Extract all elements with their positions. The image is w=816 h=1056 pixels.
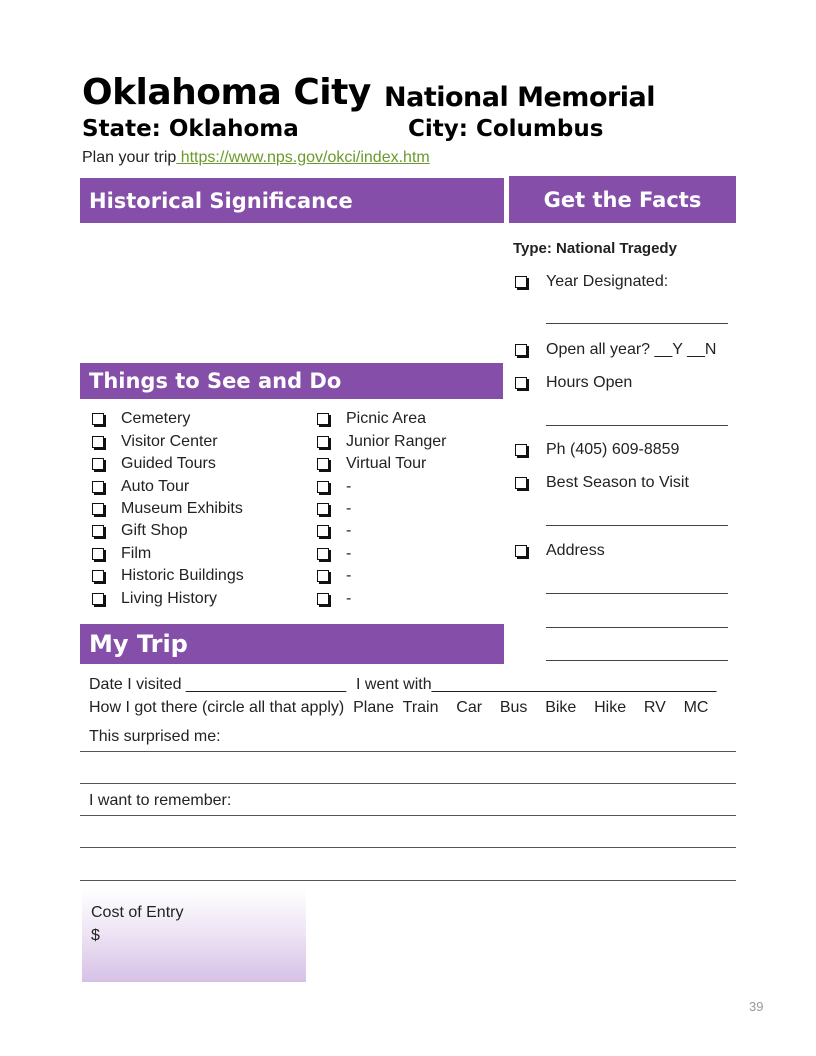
thing-label: -	[346, 590, 352, 607]
checkbox[interactable]	[317, 436, 329, 448]
checkbox[interactable]	[515, 444, 527, 456]
remember-label: I want to remember:	[89, 792, 232, 809]
checkbox[interactable]	[92, 570, 104, 582]
things-to-see-header: Things to See and Do	[80, 363, 503, 399]
cost-of-entry-box	[82, 888, 306, 982]
checkbox[interactable]	[317, 458, 329, 470]
thing-item	[317, 455, 426, 473]
checkbox[interactable]	[92, 548, 104, 560]
checkbox[interactable]	[515, 344, 527, 356]
plan-prefix: Plan your trip	[82, 149, 177, 166]
fact-season-label: Best Season to Visit	[546, 474, 689, 491]
thing-item	[92, 590, 217, 608]
checkbox[interactable]	[515, 545, 527, 557]
thing-label: -	[346, 567, 352, 584]
checkbox[interactable]	[317, 503, 329, 515]
thing-item	[317, 590, 351, 608]
fact-address-label: Address	[546, 542, 605, 559]
city-label: City: Columbus	[408, 116, 604, 142]
thing-item	[92, 433, 218, 451]
fill-line	[546, 425, 728, 426]
surprised-label: This surprised me:	[89, 728, 221, 745]
writing-line	[80, 783, 736, 784]
fact-phone	[515, 441, 679, 459]
date-visited[interactable]: Date I visited __________________	[89, 676, 347, 693]
thing-item	[92, 455, 216, 473]
thing-item	[317, 522, 351, 540]
fact-hours	[515, 374, 632, 392]
fact-open-label: Open all year? __Y __N	[546, 341, 717, 358]
fact-phone-label: Ph (405) 609-8859	[546, 441, 680, 458]
type-label: Type: National Tragedy	[513, 240, 677, 257]
thing-item	[92, 410, 190, 428]
thing-label: Cemetery	[121, 410, 191, 427]
page-number: 39	[749, 999, 764, 1014]
historical-significance-header: Historical Significance	[80, 178, 504, 223]
fill-line	[546, 660, 728, 661]
thing-item	[92, 500, 243, 518]
plan-line	[82, 149, 430, 167]
thing-label: -	[346, 545, 352, 562]
thing-item	[317, 500, 351, 518]
thing-item	[92, 478, 189, 496]
my-trip-header: My Trip	[80, 624, 504, 664]
checkbox[interactable]	[515, 276, 527, 288]
thing-item	[92, 567, 244, 585]
checkbox[interactable]	[92, 413, 104, 425]
checkbox[interactable]	[317, 548, 329, 560]
fact-hours-label: Hours Open	[546, 374, 633, 391]
transport-options[interactable]: How I got there (circle all that apply) Plane Train Car Bus Bike Hike RV MC	[89, 699, 709, 716]
checkbox[interactable]	[92, 481, 104, 493]
thing-item	[317, 433, 447, 451]
thing-item	[92, 522, 188, 540]
fill-line	[546, 627, 728, 628]
checkbox[interactable]	[317, 525, 329, 537]
thing-label: Living History	[121, 590, 218, 607]
thing-label: Historic Buildings	[121, 567, 244, 584]
thing-item	[317, 567, 351, 585]
thing-label: -	[346, 522, 352, 539]
state-label: State: Oklahoma	[82, 116, 299, 142]
nps-link[interactable]: https://www.nps.gov/okci/index.htm	[176, 149, 430, 166]
thing-label: Junior Ranger	[346, 433, 447, 450]
fact-year	[515, 273, 668, 291]
thing-item	[317, 410, 426, 428]
checkbox[interactable]	[92, 458, 104, 470]
page-subtitle: National Memorial	[384, 82, 656, 113]
thing-label: Film	[121, 545, 152, 562]
get-the-facts-header: Get the Facts	[509, 176, 736, 223]
thing-label: Guided Tours	[121, 455, 216, 472]
cost-label: Cost of Entry	[91, 904, 184, 921]
thing-label: Museum Exhibits	[121, 500, 243, 517]
checkbox[interactable]	[515, 477, 527, 489]
writing-line	[80, 880, 736, 881]
fact-season	[515, 474, 689, 492]
thing-item	[317, 478, 351, 496]
checkbox[interactable]	[92, 503, 104, 515]
thing-label: Gift Shop	[121, 522, 188, 539]
fill-line	[546, 593, 728, 594]
thing-item	[317, 545, 351, 563]
page-title: Oklahoma City	[82, 72, 371, 113]
thing-label: Virtual Tour	[346, 455, 427, 472]
thing-item	[92, 545, 151, 563]
checkbox[interactable]	[515, 377, 527, 389]
checkbox[interactable]	[317, 481, 329, 493]
went-with[interactable]: I went with________________________________	[356, 676, 717, 693]
writing-line	[80, 847, 736, 848]
thing-label: Visitor Center	[121, 433, 218, 450]
thing-label: -	[346, 478, 352, 495]
writing-line	[80, 815, 736, 816]
fact-open	[515, 341, 716, 359]
thing-label: -	[346, 500, 352, 517]
fill-line	[546, 525, 728, 526]
writing-line	[80, 751, 736, 752]
checkbox[interactable]	[92, 525, 104, 537]
thing-label: Auto Tour	[121, 478, 190, 495]
cost-value[interactable]: $	[91, 927, 100, 944]
fact-address	[515, 542, 605, 560]
checkbox[interactable]	[317, 593, 329, 605]
thing-label: Picnic Area	[346, 410, 427, 427]
checkbox[interactable]	[317, 570, 329, 582]
fact-year-label: Year Designated:	[546, 273, 669, 290]
fill-line	[546, 323, 728, 324]
checkbox[interactable]	[317, 413, 329, 425]
checkbox[interactable]	[92, 593, 104, 605]
checkbox[interactable]	[92, 436, 104, 448]
